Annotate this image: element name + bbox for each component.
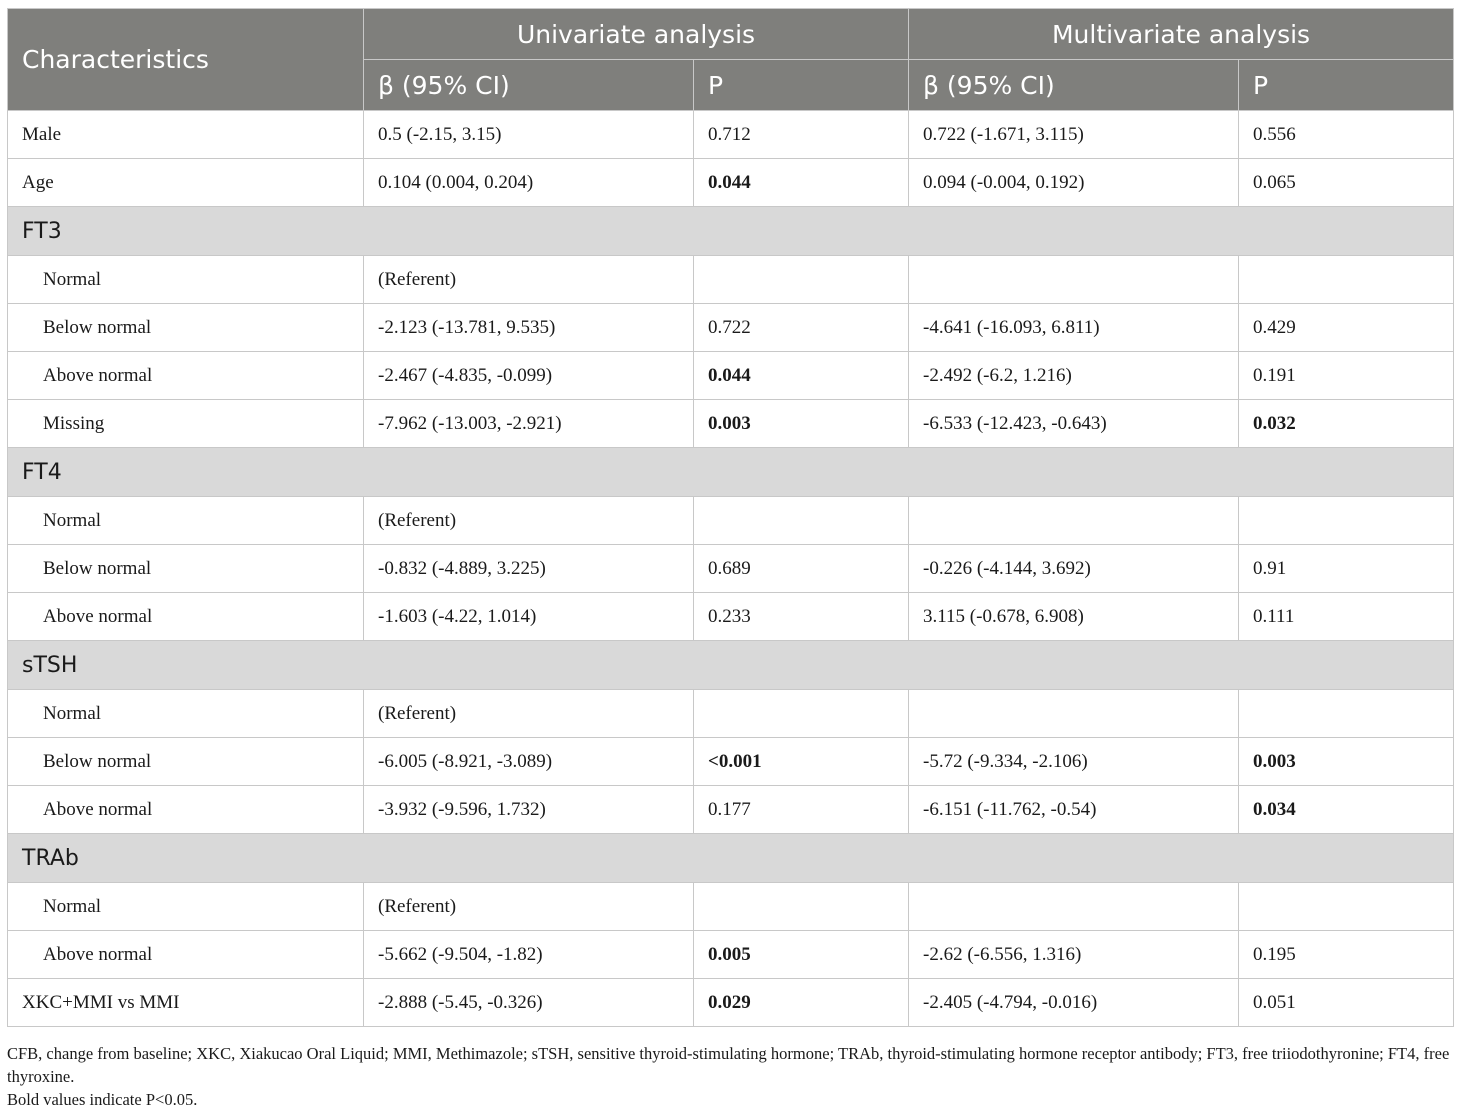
- cell-multivariate-beta: [909, 690, 1239, 738]
- section-label: FT4: [8, 448, 1454, 497]
- table-row: [8, 786, 1454, 834]
- cell-univariate-beta: -3.932 (-9.596, 1.732): [364, 786, 694, 834]
- cell-univariate-p: 0.044: [694, 352, 909, 400]
- cell-univariate-beta: -2.123 (-13.781, 9.535): [364, 304, 694, 352]
- cell-multivariate-beta: -5.72 (-9.334, -2.106): [909, 738, 1239, 786]
- cell-multivariate-p: 0.191: [1239, 352, 1454, 400]
- header-characteristics: Characteristics: [8, 9, 364, 111]
- cell-characteristic: Normal: [8, 497, 364, 545]
- cell-characteristic: Male: [8, 111, 364, 159]
- cell-multivariate-p: 0.065: [1239, 159, 1454, 207]
- cell-univariate-p: [694, 883, 909, 931]
- cell-univariate-beta: -2.467 (-4.835, -0.099): [364, 352, 694, 400]
- table-row: [8, 352, 1454, 400]
- cell-characteristic: Age: [8, 159, 364, 207]
- cell-univariate-p: [694, 256, 909, 304]
- cell-characteristic: Missing: [8, 400, 364, 448]
- cell-univariate-p: 0.044: [694, 159, 909, 207]
- header-univariate-beta: β (95% CI): [364, 60, 694, 111]
- cell-univariate-p: 0.177: [694, 786, 909, 834]
- cell-univariate-p: [694, 497, 909, 545]
- table-row: [8, 931, 1454, 979]
- table-row: [8, 497, 1454, 545]
- section-label: sTSH: [8, 641, 1454, 690]
- results-table-container: [7, 8, 1453, 1027]
- cell-characteristic: Below normal: [8, 738, 364, 786]
- cell-multivariate-p: [1239, 883, 1454, 931]
- regression-table: [7, 8, 1454, 1027]
- header-univariate: Univariate analysis: [364, 9, 909, 60]
- cell-multivariate-p: 0.111: [1239, 593, 1454, 641]
- cell-characteristic: XKC+MMI vs MMI: [8, 979, 364, 1027]
- table-row: [8, 545, 1454, 593]
- cell-characteristic: Above normal: [8, 352, 364, 400]
- cell-multivariate-p: 0.051: [1239, 979, 1454, 1027]
- cell-univariate-beta: -1.603 (-4.22, 1.014): [364, 593, 694, 641]
- cell-characteristic: Normal: [8, 883, 364, 931]
- cell-univariate-p: 0.689: [694, 545, 909, 593]
- cell-univariate-beta: -2.888 (-5.45, -0.326): [364, 979, 694, 1027]
- cell-characteristic: Above normal: [8, 931, 364, 979]
- cell-multivariate-p: [1239, 497, 1454, 545]
- cell-univariate-p: 0.712: [694, 111, 909, 159]
- cell-characteristic: Normal: [8, 690, 364, 738]
- table-row: [8, 400, 1454, 448]
- cell-multivariate-beta: [909, 256, 1239, 304]
- table-row: [8, 738, 1454, 786]
- cell-characteristic: Above normal: [8, 593, 364, 641]
- header-multivariate: Multivariate analysis: [909, 9, 1454, 60]
- cell-multivariate-beta: [909, 497, 1239, 545]
- table-row: [8, 304, 1454, 352]
- table-row: [8, 690, 1454, 738]
- cell-univariate-beta: -6.005 (-8.921, -3.089): [364, 738, 694, 786]
- cell-univariate-beta: -5.662 (-9.504, -1.82): [364, 931, 694, 979]
- cell-characteristic: Normal: [8, 256, 364, 304]
- table-body: [8, 111, 1454, 1027]
- cell-multivariate-beta: 0.094 (-0.004, 0.192): [909, 159, 1239, 207]
- cell-univariate-p: 0.722: [694, 304, 909, 352]
- cell-characteristic: Above normal: [8, 786, 364, 834]
- cell-multivariate-beta: [909, 883, 1239, 931]
- cell-univariate-beta: (Referent): [364, 690, 694, 738]
- cell-multivariate-p: 0.034: [1239, 786, 1454, 834]
- table-row: [8, 883, 1454, 931]
- section-row: [8, 641, 1454, 690]
- cell-multivariate-beta: -6.151 (-11.762, -0.54): [909, 786, 1239, 834]
- section-row: [8, 207, 1454, 256]
- cell-univariate-beta: (Referent): [364, 883, 694, 931]
- cell-univariate-p: [694, 690, 909, 738]
- header-multivariate-beta: β (95% CI): [909, 60, 1239, 111]
- footnote-bold-note: Bold values indicate P<0.05.: [7, 1090, 198, 1109]
- cell-multivariate-beta: -4.641 (-16.093, 6.811): [909, 304, 1239, 352]
- cell-multivariate-p: 0.556: [1239, 111, 1454, 159]
- section-row: [8, 448, 1454, 497]
- cell-multivariate-beta: -2.492 (-6.2, 1.216): [909, 352, 1239, 400]
- cell-univariate-p: 0.029: [694, 979, 909, 1027]
- cell-multivariate-beta: -2.405 (-4.794, -0.016): [909, 979, 1239, 1027]
- cell-characteristic: Below normal: [8, 304, 364, 352]
- table-header: [8, 9, 1454, 111]
- cell-univariate-p: <0.001: [694, 738, 909, 786]
- cell-univariate-p: 0.233: [694, 593, 909, 641]
- cell-multivariate-p: [1239, 690, 1454, 738]
- cell-univariate-beta: -0.832 (-4.889, 3.225): [364, 545, 694, 593]
- table-row: [8, 159, 1454, 207]
- cell-multivariate-p: 0.429: [1239, 304, 1454, 352]
- cell-univariate-beta: (Referent): [364, 256, 694, 304]
- section-row: [8, 834, 1454, 883]
- cell-multivariate-p: 0.195: [1239, 931, 1454, 979]
- cell-univariate-beta: -7.962 (-13.003, -2.921): [364, 400, 694, 448]
- cell-multivariate-p: [1239, 256, 1454, 304]
- table-row: [8, 256, 1454, 304]
- cell-univariate-p: 0.003: [694, 400, 909, 448]
- cell-univariate-beta: 0.5 (-2.15, 3.15): [364, 111, 694, 159]
- header-multivariate-p: P: [1239, 60, 1454, 111]
- table-row: [8, 111, 1454, 159]
- cell-univariate-beta: 0.104 (0.004, 0.204): [364, 159, 694, 207]
- table-footnotes: [7, 1042, 1453, 1111]
- cell-multivariate-beta: -0.226 (-4.144, 3.692): [909, 545, 1239, 593]
- section-label: FT3: [8, 207, 1454, 256]
- header-univariate-p: P: [694, 60, 909, 111]
- cell-multivariate-beta: 3.115 (-0.678, 6.908): [909, 593, 1239, 641]
- cell-univariate-p: 0.005: [694, 931, 909, 979]
- cell-characteristic: Below normal: [8, 545, 364, 593]
- footnote-abbreviations: CFB, change from baseline; XKC, Xiakucao Oral Liquid; MMI, Methimazole; sTSH, sensitive thyroid-stimulating hormone; TRAb, thyroid-stimulating hormone receptor antibody; FT3, free triiodothyronine; FT4, free thyroxine.: [7, 1044, 1450, 1086]
- cell-multivariate-beta: -2.62 (-6.556, 1.316): [909, 931, 1239, 979]
- cell-univariate-beta: (Referent): [364, 497, 694, 545]
- table-row: [8, 979, 1454, 1027]
- cell-multivariate-beta: 0.722 (-1.671, 3.115): [909, 111, 1239, 159]
- section-label: TRAb: [8, 834, 1454, 883]
- cell-multivariate-p: 0.032: [1239, 400, 1454, 448]
- cell-multivariate-p: 0.91: [1239, 545, 1454, 593]
- cell-multivariate-beta: -6.533 (-12.423, -0.643): [909, 400, 1239, 448]
- table-row: [8, 593, 1454, 641]
- cell-multivariate-p: 0.003: [1239, 738, 1454, 786]
